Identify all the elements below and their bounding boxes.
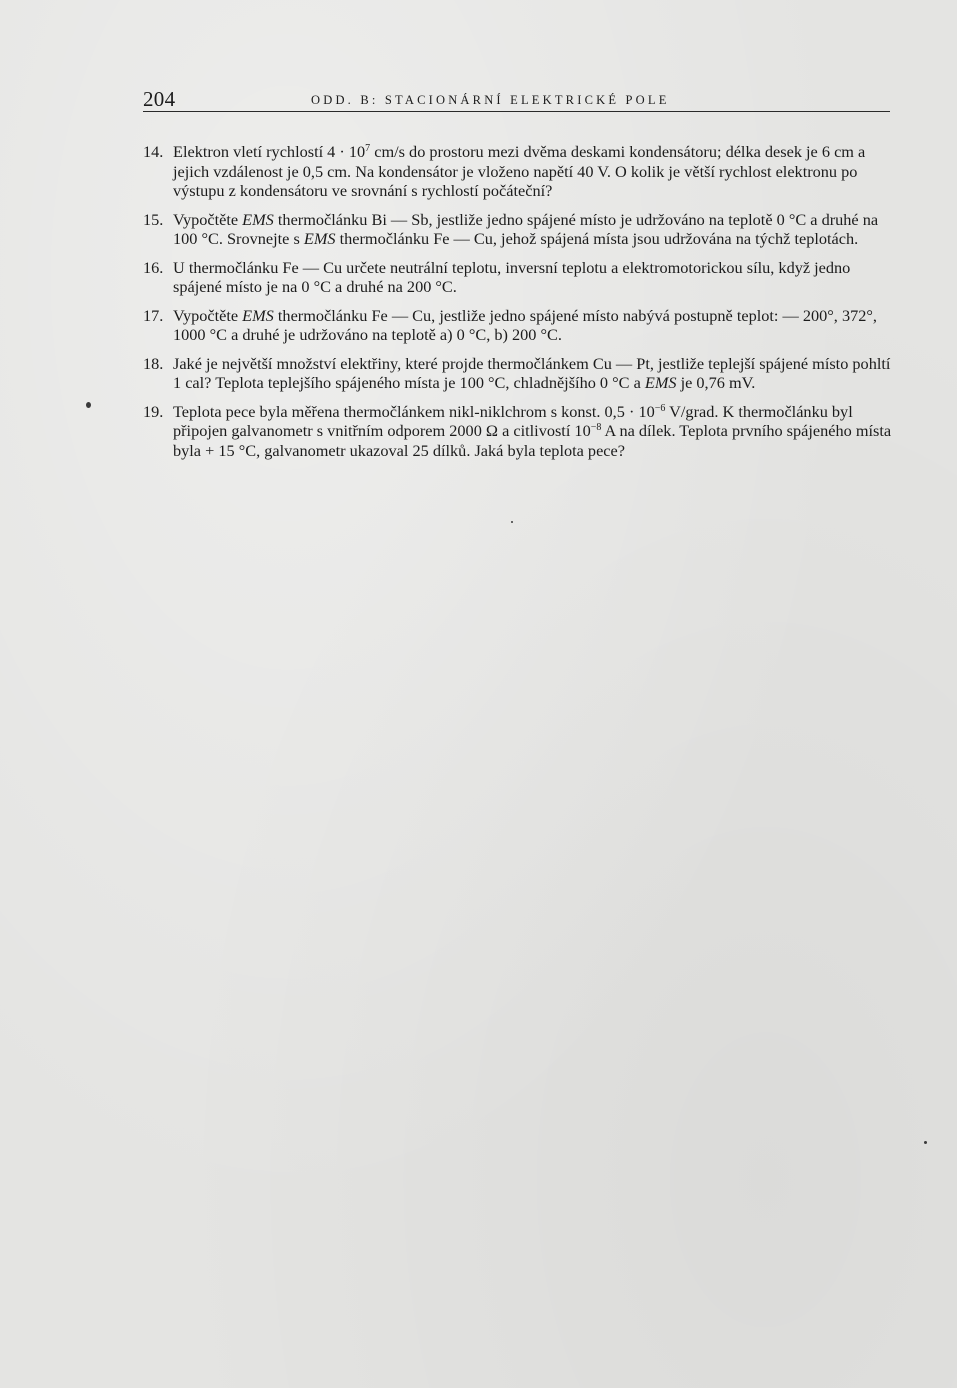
text-run: V/grad. K thermočlánku byl připojen galvanometr s vnitřním odporem 2000 Ω a citlivostí 10 [173,401,853,440]
text-run: thermočlánku Bi — Sb, jestliže jedno spájené místo je udržováno na teplotě 0 °C a druhé na 100 °C. Srovnejte s [173,209,879,248]
superscript: −6 [654,402,666,414]
problem-number: 14. [143,142,164,161]
dust-speck [511,521,513,523]
italic-term: EMS [303,229,336,248]
text-run: je 0,76 mV. [676,373,756,392]
problem-number: 16. [143,257,164,277]
text-run: A na dílek. Teplota prvního spájeného místa byla + 15 °C, galvanometr ukazoval 25 dílků. Jaká byla teplota pece? [173,421,892,460]
problem-text [173,306,895,345]
text-run: Elektron vletí rychlostí 4 · 10 [173,142,366,161]
problem-text [173,258,895,297]
page-header [143,86,890,114]
problem-item [143,306,895,345]
problem-text [173,402,895,461]
problem-text [173,142,895,201]
text-run: U thermočlánku Fe — Cu určete neutrální teplotu, inversní teplotu a elektromotorickou sílu, když jedno spájené místo je na 0 °C a druhé na 200 °C. [173,257,851,296]
problem-text [173,210,895,249]
text-run: Teplota pece byla měřena thermočlánkem nikl-niklchrom s konst. 0,5 · 10 [173,401,655,421]
text-run: Vypočtěte [173,305,243,325]
dust-speck [86,402,91,408]
page-number: 204 [143,87,176,111]
problem-number: 19. [143,401,164,421]
superscript: −8 [590,422,602,433]
italic-term: EMS [242,209,274,229]
problem-number: 15. [143,209,164,229]
problem-number: 17. [143,305,164,325]
superscript: 7 [365,143,371,154]
header-rule [143,111,890,112]
text-run: thermočlánku Fe — Cu, jestliže jedno spájené místo nabývá postupně teplot: — 200°, 372°, 1000 °C a druhé je udržováno na teplotě a) 0 °C, b) 200 °C. [173,305,877,344]
text-run: Vypočtěte [173,209,243,229]
problem-list [143,142,895,469]
problem-text [173,354,895,393]
problem-item [143,142,895,201]
problem-item [143,402,895,461]
italic-term: EMS [242,305,274,325]
problem-item [143,258,895,297]
problem-item [143,354,895,393]
dust-speck [924,1141,927,1144]
text-run: Jaké je největší množství elektřiny, které projde thermočlánkem Cu — Pt, jestliže teplejší spájené místo pohltí 1 cal? Teplota teplejšího spájeného místa je 100 °C, chladnějšího 0 °C a [173,353,891,392]
problem-item [143,210,895,249]
text-run: cm/s do prostoru mezi dvěma deskami kondensátoru; délka desek je 6 cm a jejich vzdálenost je 0,5 cm. Na kondensátor je vloženo napětí 40 V. O kolik je větší rychlost elektronu po výstupu z kondensátoru ve srovnání s rychlostí počáteční? [173,142,866,200]
running-head: ODD. B: STACIONÁRNÍ ELEKTRICKÉ POLE [311,93,670,107]
text-run: thermočlánku Fe — Cu, jehož spájená místa jsou udržována na týchž teplotách. [335,229,859,248]
italic-term: EMS [644,373,677,392]
problem-number: 18. [143,353,164,373]
